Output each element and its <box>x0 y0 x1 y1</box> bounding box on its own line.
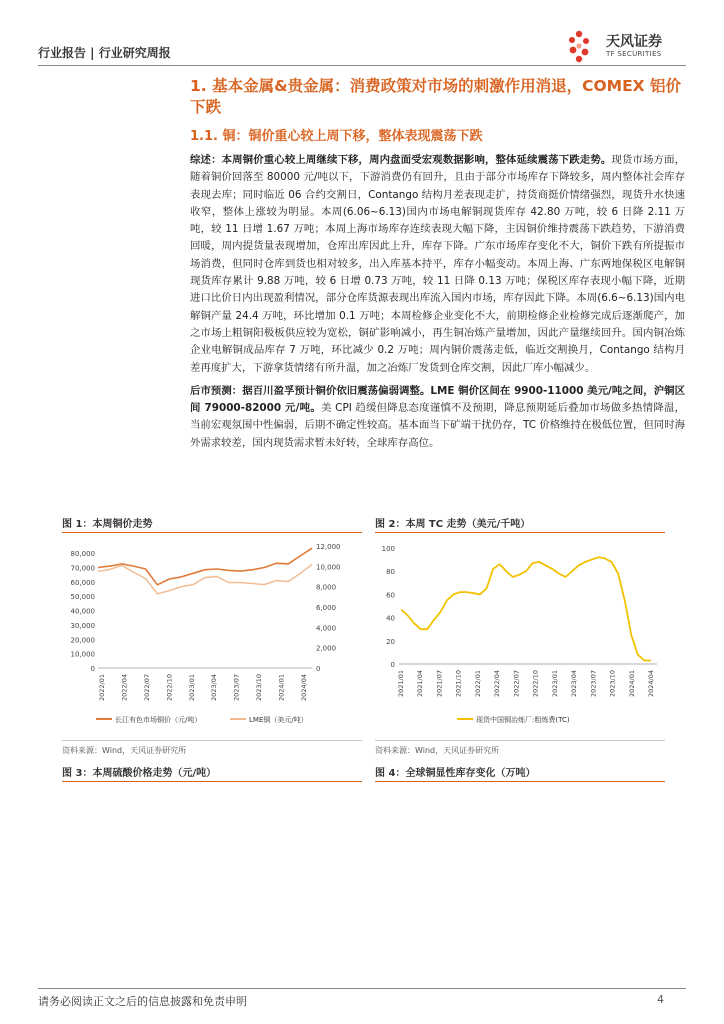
y-right-tick-label: 2,000 <box>316 644 337 653</box>
footer-divider <box>38 988 686 989</box>
series-line-left <box>98 548 312 585</box>
footer-disclaimer: 请务必阅读正文之后的信息披露和免责申明 <box>38 995 247 1008</box>
x-tick-label: 2021/10 <box>454 670 463 698</box>
y-tick-label: 20 <box>386 637 395 646</box>
forecast-lead: 后市预测：据百川盈孚预计铜价依旧震荡偏弱调整。LME 铜价区间在 9900-11000 美元/吨之间，沪铜区间 79000-82000 元/吨。 <box>190 384 685 415</box>
x-tick-label: 2023/10 <box>255 674 264 702</box>
x-tick-label: 2023/04 <box>210 674 219 702</box>
x-tick-label: 2023/01 <box>550 670 559 698</box>
fig2-bottom-rule <box>375 740 665 741</box>
x-tick-label: 2022/04 <box>120 674 129 702</box>
x-tick-label: 2022/01 <box>473 670 482 698</box>
y-left-tick-label: 40,000 <box>70 607 95 616</box>
tc-series-line <box>401 557 651 660</box>
section-heading: 1. 基本金属&贵金属：消费政策对市场的刺激作用消退，COMEX 铝价下跌 <box>190 77 681 116</box>
logo-name: 天风证券 <box>606 34 662 50</box>
y-tick-label: 60 <box>386 591 395 600</box>
fig2-title: 图 2：本周 TC 走势（美元/千吨） <box>375 519 531 530</box>
y-left-tick-label: 0 <box>90 665 95 673</box>
x-tick-label: 2023/07 <box>232 674 241 702</box>
y-tick-label: 80 <box>386 568 395 577</box>
x-tick-label: 2024/01 <box>627 670 636 698</box>
fig2-source: 资料来源：Wind，天风证券研究所 <box>375 746 500 755</box>
fig4-title-rule <box>375 781 665 782</box>
y-right-tick-label: 6,000 <box>316 604 337 612</box>
forecast-paragraph <box>190 383 685 452</box>
fig4-title: 图 4：全球铜显性库存变化（万吨） <box>375 768 536 779</box>
body-text <box>190 152 685 452</box>
y-left-tick-label: 10,000 <box>70 650 95 659</box>
x-tick-label: 2024/04 <box>647 670 655 698</box>
y-right-tick-label: 12,000 <box>316 543 341 551</box>
fig1-title-rule <box>62 532 362 533</box>
y-tick-label: 0 <box>390 661 395 669</box>
x-tick-label: 2021/07 <box>435 670 444 698</box>
fig3-title-rule <box>62 781 362 782</box>
y-right-tick-label: 0 <box>316 665 321 673</box>
y-left-tick-label: 60,000 <box>70 578 95 587</box>
forecast-text: 美 CPI 趋缓但降息态度谨慎不及预期，降息预期延后叠加市场做多热情降温，当前宏观氛围中性偏弱，后期不确定性较高。基本面当下矿端干扰仍存，TC 价格维持在极低位置，但同时海外需求较差，国内现货需求暂未好转，全球库存高位。 <box>190 402 685 449</box>
y-left-tick-label: 80,000 <box>70 550 95 559</box>
x-tick-label: 2023/10 <box>608 670 617 698</box>
x-tick-label: 2021/01 <box>397 670 405 698</box>
fig1-source: 资料来源：Wind，天风证券研究所 <box>62 746 187 755</box>
y-right-tick-label: 8,000 <box>316 583 337 592</box>
copper-price-chart <box>62 536 362 736</box>
x-tick-label: 2022/01 <box>98 674 106 702</box>
page-number: 4 <box>657 993 664 1006</box>
x-tick-label: 2022/10 <box>165 674 174 702</box>
y-left-tick-label: 30,000 <box>70 621 95 630</box>
y-right-tick-label: 10,000 <box>316 563 341 572</box>
summary-paragraph <box>190 152 685 377</box>
summary-text: 现货市场方面，随着铜价回落至 80000 元/吨以下，下游消费仍有回升，且由于部分市场库存下降较多，周内整体社会库存表现去库；同时临近 06 合约交割日，Contango 结构月差表现走扩，持货商挺价情绪强烈，现货升水快速收窄，整体上涨较为明显。本周(6.06~6.13)国内市场电解铜现货库存 42.80 万吨，较 6 日降 2.11 万吨，较 11 日增 1.67 万吨；本周上海市场库存连续表现大幅下降，主因铜价维持震荡下跌趋势，下游消费回暖，周内提货量表现增加，仓库出库因此上升，库存下降。广东市场库存变化不大，铜价下跌有所提振市场消费，但同时仓库到货也相对较多，出入库基本持平，库存小幅变动。本周上海、广东两地保税区电解铜现货库存累计 9.88 万吨，较 6 日增 0.73 万吨，较 11 日降 0.13 万吨；保税区库存表现小幅下降，近期进口比价日内出现盈利情况，部分仓库货源表现出库流入国内市场，库存因此下降。本周(6.6~6.13)国内电解铜产量 24.4 万吨，环比增加 0.1 万吨；本周检修企业变化不大，前期检修企业检修完成后逐渐爬产，加之市场上粗铜阳极板供应较为宽松，铜矿影响减小，再生铜冶炼产量增加，因此产量继续回升。国内铜冶炼企业电解铜成品库存 7 万吨，环比减少 0.2 万吨；周内铜价震荡走低，临近交割换月，Contango 结构月差再度扩大，下游拿货情绪有所升温，加之冶炼厂发货到仓库交割，因此厂库小幅减少。 <box>190 154 686 374</box>
legend-label-copper-cny: 长江有色市场铜价（元/吨） <box>115 716 202 724</box>
fig1-title: 图 1：本周铜价走势 <box>62 519 153 530</box>
report-type-header: 行业报告 | 行业研究周报 <box>38 46 171 60</box>
y-tick-label: 40 <box>386 614 395 623</box>
x-tick-label: 2023/04 <box>570 670 579 698</box>
series-line-right <box>98 564 312 594</box>
x-tick-label: 2023/07 <box>589 670 598 698</box>
summary-lead: 综述：本周铜价重心较上周继续下移，周内盘面受宏观数据影响，整体延续震荡下跌走势。 <box>190 154 612 166</box>
x-tick-label: 2022/10 <box>531 670 540 698</box>
legend-label-tc: 现货中国铜冶炼厂:粗炼费(TC) <box>476 716 570 724</box>
y-left-tick-label: 70,000 <box>70 564 95 573</box>
fig3-title: 图 3：本周硫酸价格走势（元/吨） <box>62 768 217 779</box>
x-tick-label: 2024/04 <box>300 674 308 702</box>
subsection-heading: 1.1. 铜：铜价重心较上周下移，整体表现震荡下跌 <box>190 129 483 144</box>
logo-subtitle: TF SECURITIES <box>606 50 662 58</box>
y-left-tick-label: 20,000 <box>70 636 95 645</box>
x-tick-label: 2022/07 <box>512 670 521 698</box>
fig1-bottom-rule <box>62 740 362 741</box>
x-tick-label: 2022/04 <box>493 670 502 698</box>
y-left-tick-label: 50,000 <box>70 593 95 602</box>
x-tick-label: 2023/01 <box>187 674 196 702</box>
fig2-title-rule <box>375 532 665 533</box>
tc-chart <box>375 536 665 736</box>
x-tick-label: 2021/04 <box>416 670 425 698</box>
y-right-tick-label: 4,000 <box>316 624 337 633</box>
x-tick-label: 2022/07 <box>142 674 151 702</box>
x-tick-label: 2024/01 <box>277 674 286 702</box>
header-divider <box>38 65 686 66</box>
y-tick-label: 100 <box>381 545 395 553</box>
legend-label-lme: LME铜（美元/吨） <box>249 716 308 724</box>
